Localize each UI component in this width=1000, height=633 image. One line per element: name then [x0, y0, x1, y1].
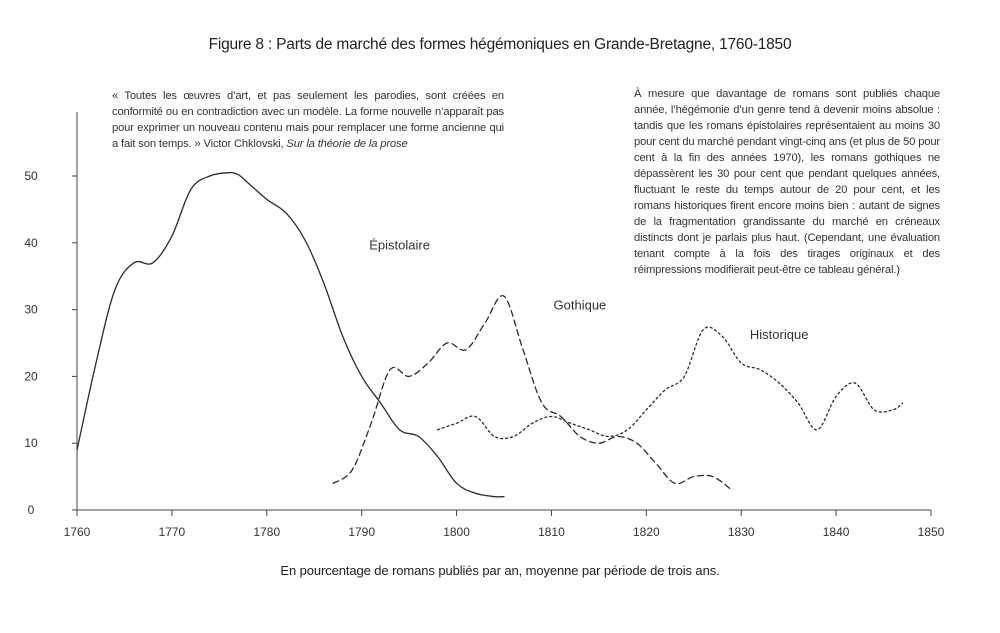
quote-text: « Toutes les œuvres d’art, et pas seulement les parodies, sont créées en conformité ou en contradiction avec un modèle. La forme nouvelle n’apparaît pas pour exprimer un nouveau contenu mais pour remplacer une forme ancienne qui a fait son temps. » Victor Chklovski, — [112, 90, 504, 150]
y-tick-label: 40 — [24, 235, 38, 250]
x-tick-label: 1840 — [822, 525, 850, 539]
x-tick-label: 1810 — [538, 525, 565, 539]
series-labels — [369, 237, 808, 342]
x-tick-label: 1770 — [158, 525, 186, 539]
y-tick-label: 50 — [24, 169, 38, 183]
x-tick-label: 1800 — [443, 525, 470, 539]
chart-title: Figure 8 : Parts de marché des formes hégémoniques en Grande-Bretagne, 1760-1850 — [208, 36, 792, 53]
series-label-1: Épistolaire — [369, 237, 430, 253]
series-line-2 — [333, 296, 732, 490]
series-line-3 — [438, 327, 903, 439]
y-tick-label: 0 — [27, 503, 35, 517]
quote-source: Sur la théorie de la prose — [286, 138, 408, 150]
series-label-3: Historique — [749, 326, 809, 342]
y-tick-label: 30 — [24, 302, 38, 317]
axes — [24, 112, 944, 539]
chart-caption: En pourcentage de romans publiés par an, moyenne par période de trois ans. — [280, 563, 720, 578]
series-label-2: Gothique — [553, 297, 607, 313]
y-tick-label: 20 — [24, 369, 38, 384]
commentary-text: À mesure que davantage de romans sont publiés chaque année, l’hégémonie d’un genre tend à devenir moins absolue : tandis que les romans épistolaires représentaient au moins 30 pour cent du marché pendant vingt-cinq ans (et plus de 50 pour cent à la fin des années 1970), les romans gothiques ne dépassèrent les 30 pour cent que pendant quelques années, fluctuant le reste du temps autour de 20 pour cent, et les romans historiques firent encore moins bien : autant de signes de la fragmentation grandissante du marché en créneaux distincts dont je parlais plus haut. (Cependant, une évaluation tenant compte à la fois des tirages originaux et des réimpressions modifierait peut-être ce tableau général.) — [634, 88, 940, 276]
x-tick-label: 1760 — [63, 525, 91, 539]
x-tick-label: 1790 — [348, 525, 376, 539]
x-tick-label: 1780 — [253, 525, 281, 539]
x-tick-label: 1830 — [727, 525, 755, 539]
x-tick-label: 1820 — [632, 525, 660, 539]
series-line-1 — [77, 173, 504, 497]
x-tick-label: 1850 — [917, 525, 945, 539]
y-tick-label: 10 — [24, 436, 38, 451]
